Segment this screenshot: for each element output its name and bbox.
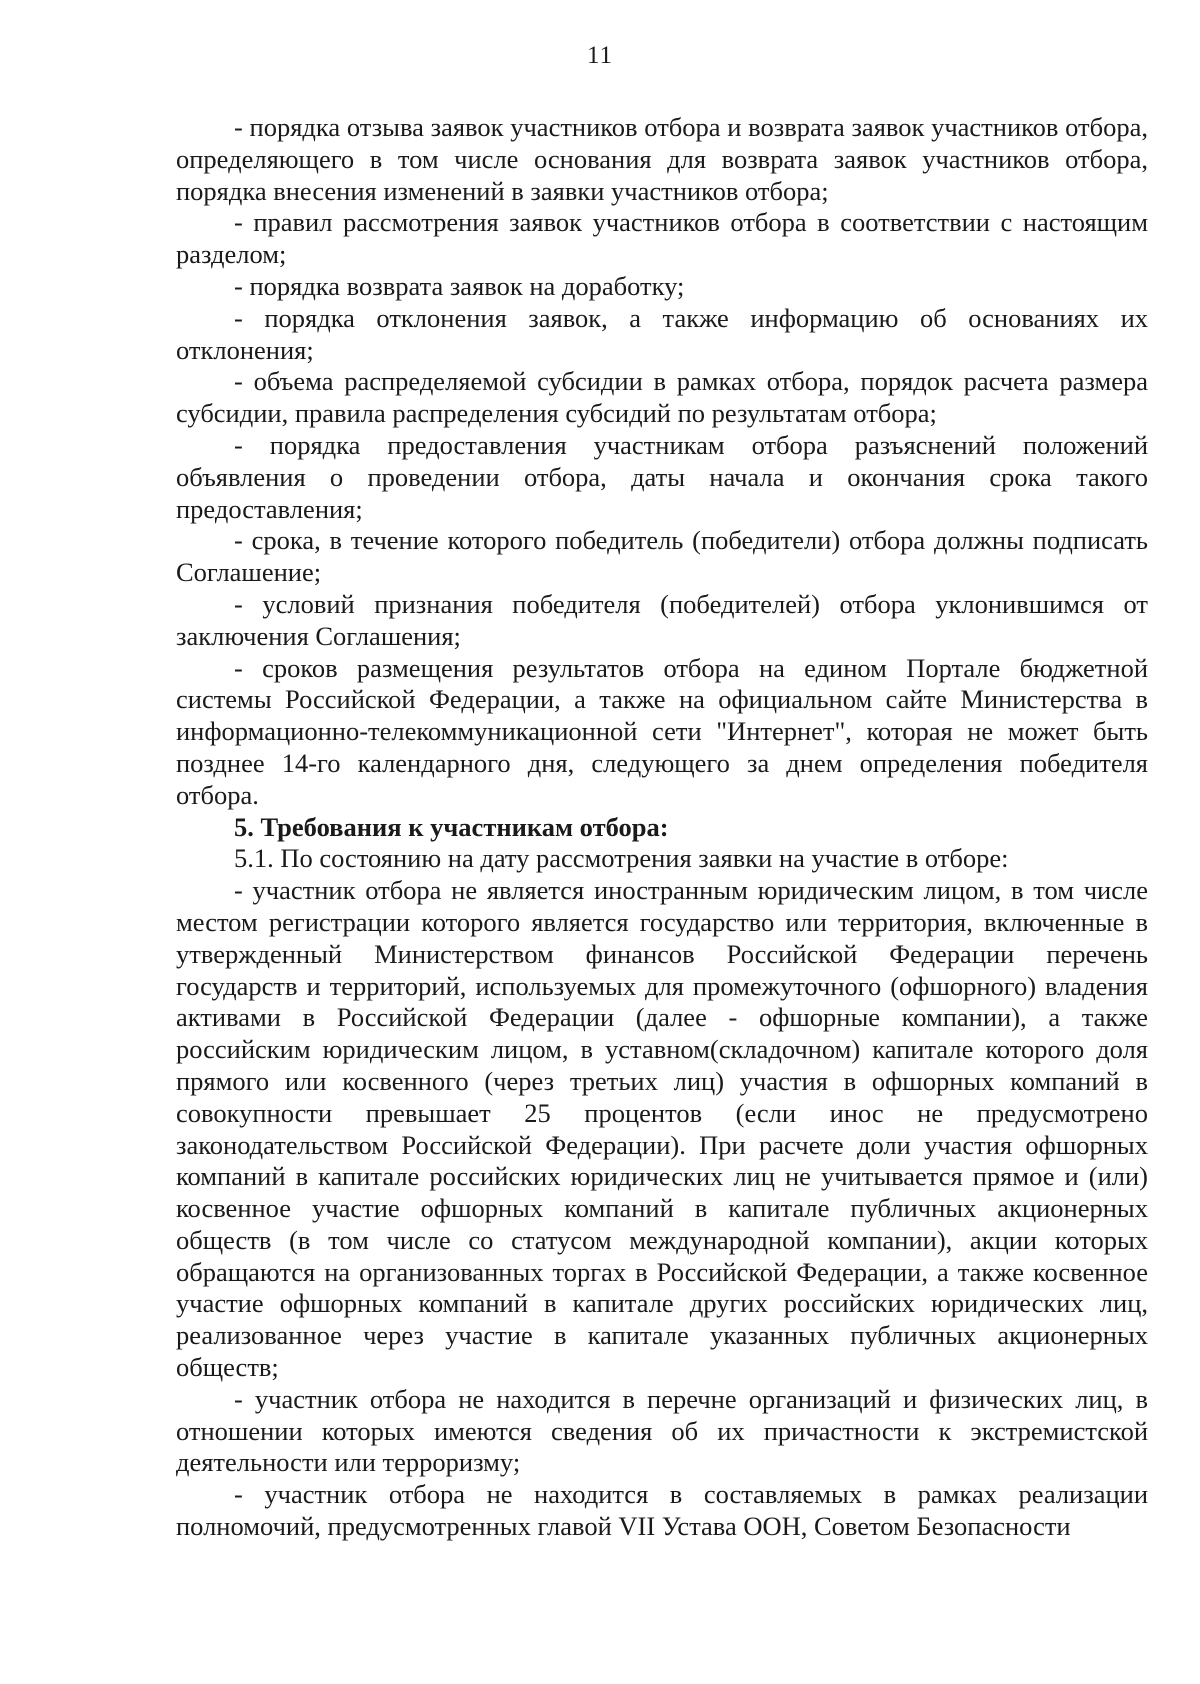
paragraph-offshore-requirement: - участник отбора не является иностранным юридическим лицом, в том числе местом регистрации которого является государство или территория, включенные в утвержденный Министерством финансов Российской Федерации перечень государств и территорий, используемых для промежуточного (офшорного) владения активами в Российской Федерации (далее - офшорные компании), а также российским юридическим лицом, в уставном(складочном) капитале которого доля прямого или косвенного (через третьих лиц) участия в офшорных компаний в совокупности превышает 25 процентов (если инос не предусмотрено законодательством Российской Федерации). При расчете доли участия офшорных компаний в капитале российских юридических лиц не учитывается прямое и (или) косвенное участие офшорных компаний в капитале публичных акционерных обществ (в том числе со статусом международной компании), акции которых обращаются на организованных торгах в Российской Федерации, а также косвенное участие офшорных компаний в капитале других российских юридических лиц, реализованное через участие в капитале указанных публичных акционерных обществ; [176,875,1148,1383]
paragraph-results-publication: - сроков размещения результатов отбора на едином Портале бюджетной системы Российской Федерации, а также на официальном сайте Министерства в информационно-телекоммуникационной сети "Интернет", которая не может быть позднее 14-го календарного дня, следующего за днем определения победителя отбора. [176,652,1148,810]
paragraph-subsidy-volume: - объема распределяемой субсидии в рамках отбора, порядок расчета размера субсидии, правила распределения субсидий по результатам отбора; [176,366,1148,429]
paragraph-evasion-conditions: - условий признания победителя (победителей) отбора уклонившимся от заключения Соглашения; [176,588,1148,651]
paragraph-clarifications: - порядка предоставления участникам отбора разъяснений положений объявления о проведении отбора, даты начала и окончания срока такого предоставления; [176,429,1148,524]
document-body [176,112,1148,1543]
paragraph-withdrawal-procedure: - порядка отзыва заявок участников отбора и возврата заявок участников отбора, определяющего в том числе основания для возврата заявок участников отбора, порядка внесения изменений в заявки участников отбора; [176,112,1148,206]
paragraph-clause-5-1: 5.1. По состоянию на дату рассмотрения заявки на участие в отборе: [234,843,1009,874]
paragraph-extremism-list: - участник отбора не находится в перечне организаций и физических лиц, в отношении которых имеются сведения об их причастности к экстремистской деятельности или терроризму; [176,1383,1148,1478]
paragraph-un-sanctions: - участник отбора не находится в составляемых в рамках реализации полномочий, предусмотренных главой VII Устава ООН, Советом Безопасности [176,1479,1148,1542]
paragraph-return-for-revision: - порядка возврата заявок на доработку; [234,270,685,301]
paragraph-review-rules: - правил рассмотрения заявок участников отбора в соответствии с настоящим разделом; [176,207,1148,270]
page-number: 11 [586,42,614,69]
paragraph-rejection-procedure: - порядка отклонения заявок, а также информацию об основаниях их отклонения; [176,302,1148,365]
section-heading: 5. Требования к участникам отбора: [234,811,669,842]
paragraph-signing-deadline: - срока, в течение которого победитель (победители) отбора должны подписать Соглашение; [176,525,1148,588]
